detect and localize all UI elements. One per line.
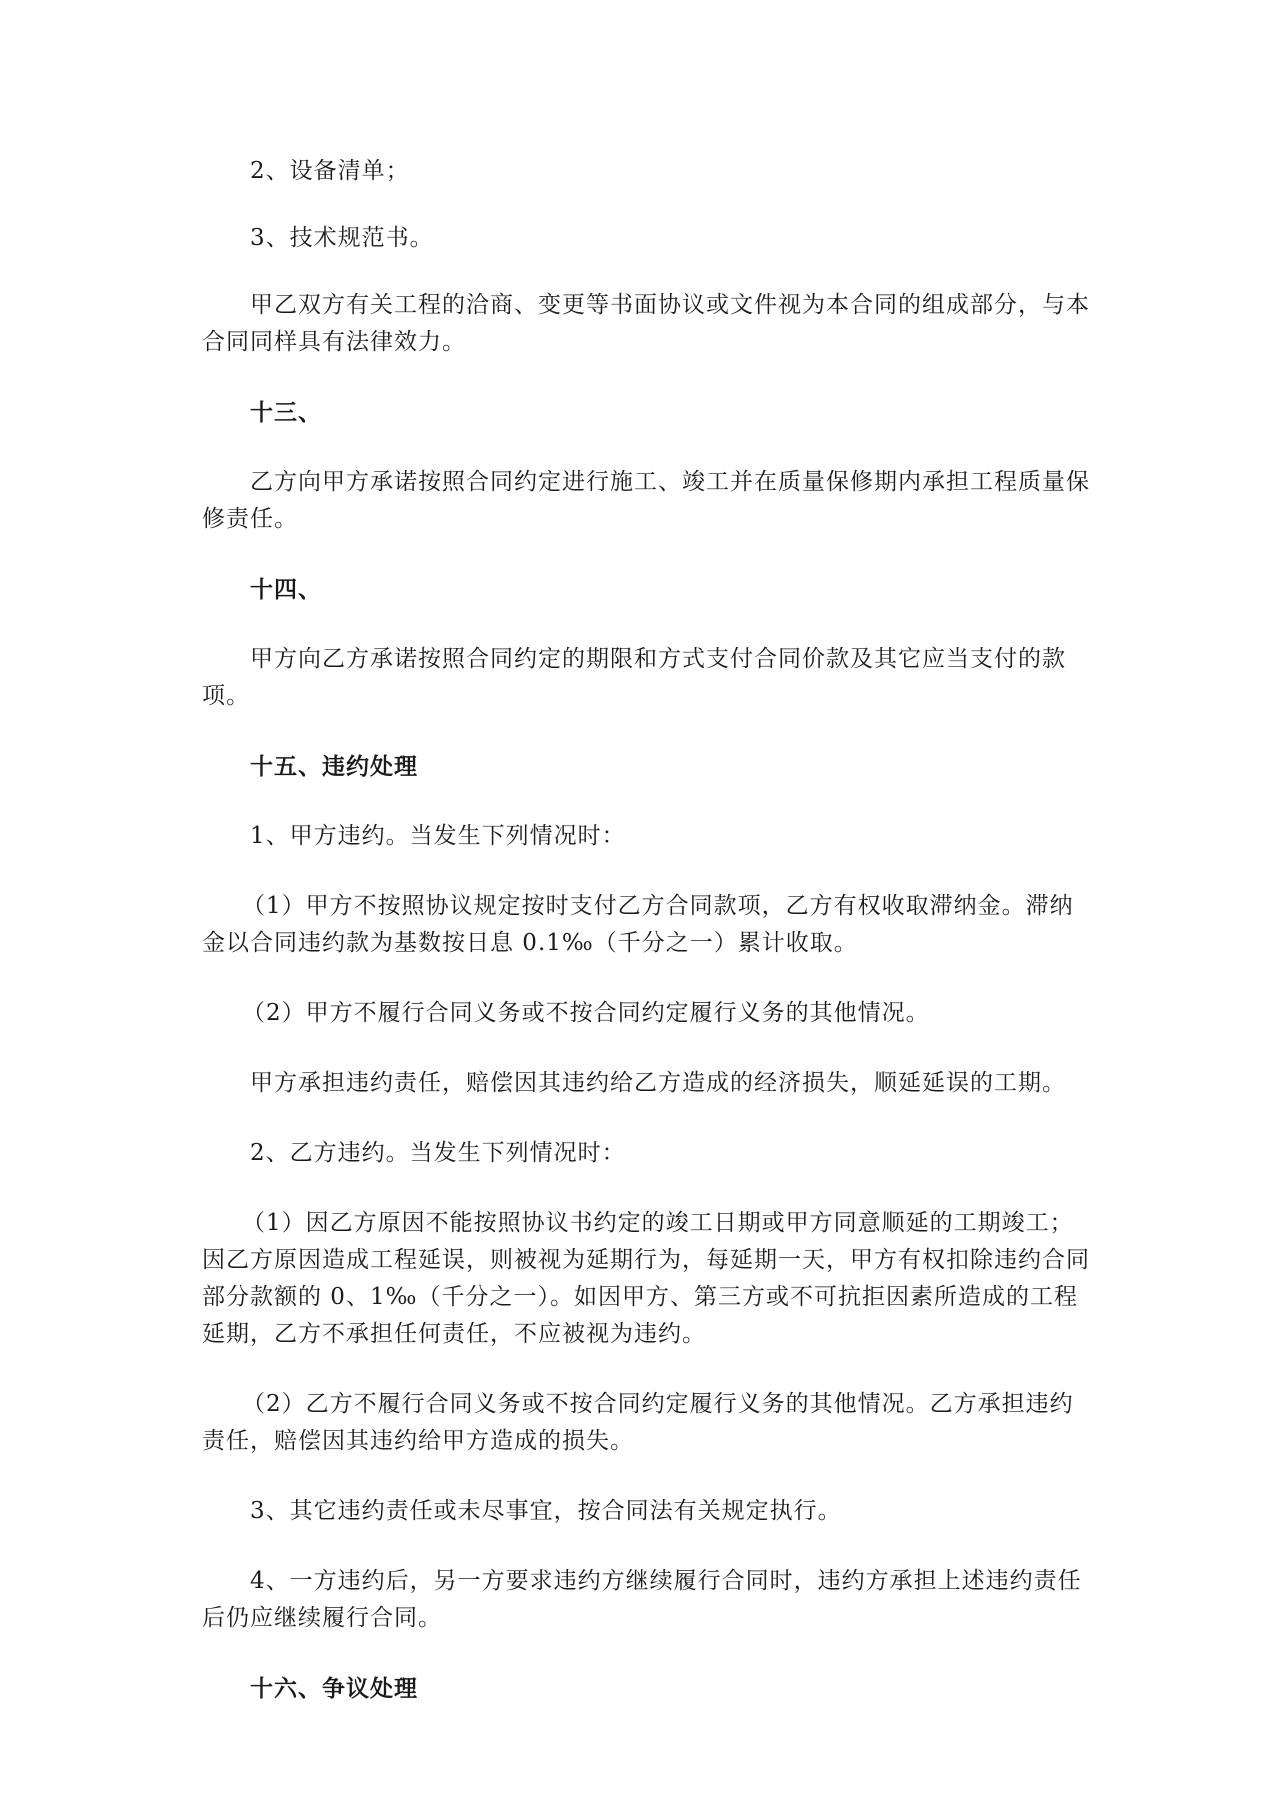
list-item-spec: 3、技术规范书。 xyxy=(250,225,434,251)
paragraph-clause-15-1-liability: 甲方承担违约责任，赔偿因其违约给乙方造成的经济损失，顺延延误的工期。 xyxy=(250,1070,1066,1096)
paragraph-clause-15-4: 4、一方违约后，另一方要求违约方继续履行合同时，违约方承担上述违约责任后仍应继续履行合同。 xyxy=(202,1568,1082,1631)
paragraph-clause-15-3: 3、其它违约责任或未尽事宜，按合同法有关规定执行。 xyxy=(250,1498,842,1524)
list-item-equipment: 2、设备清单； xyxy=(250,158,410,184)
document-body xyxy=(202,153,1090,1707)
paragraph-clause-15-1: 1、甲方违约。当发生下列情况时： xyxy=(250,823,626,849)
section-heading-15: 十五、违约处理 xyxy=(250,753,418,780)
section-heading-16: 十六、争议处理 xyxy=(250,1675,418,1702)
paragraph-clause-14: 甲方向乙方承诺按照合同约定的期限和方式支付合同价款及其它应当支付的款项。 xyxy=(202,646,1066,709)
paragraph-clause-15-2-1: （1）因乙方原因不能按照协议书约定的竣工日期或甲方同意顺延的工期竣工；因乙方原因造成工程延误，则被视为延期行为，每延期一天，甲方有权扣除违约合同部分款额的 0、1‰（千分之一）。如因甲方、第三方或不可抗拒因素所造成的工程延期，乙方不承担任何责任，不应被视为违约。 xyxy=(202,1210,1090,1347)
paragraph-clause-15-2: 2、乙方违约。当发生下列情况时： xyxy=(250,1140,626,1166)
section-heading-13: 十三、 xyxy=(250,399,322,426)
paragraph-clause-15-1-1: （1）甲方不按照协议规定按时支付乙方合同款项，乙方有权收取滞纳金。滞纳金以合同违约款为基数按日息 0.1‰（千分之一）累计收取。 xyxy=(202,893,1074,956)
paragraph-clause-13: 乙方向甲方承诺按照合同约定进行施工、竣工并在质量保修期内承担工程质量保修责任。 xyxy=(202,469,1090,532)
paragraph-clause-15-2-2: （2）乙方不履行合同义务或不按合同约定履行义务的其他情况。乙方承担违约责任，赔偿因其违约给甲方造成的损失。 xyxy=(202,1391,1074,1454)
section-heading-14: 十四、 xyxy=(250,576,322,603)
paragraph-clause-15-1-2: （2）甲方不履行合同义务或不按合同约定履行义务的其他情况。 xyxy=(242,1000,930,1026)
paragraph-annex-note: 甲乙双方有关工程的洽商、变更等书面协议或文件视为本合同的组成部分，与本合同同样具有法律效力。 xyxy=(202,292,1090,355)
